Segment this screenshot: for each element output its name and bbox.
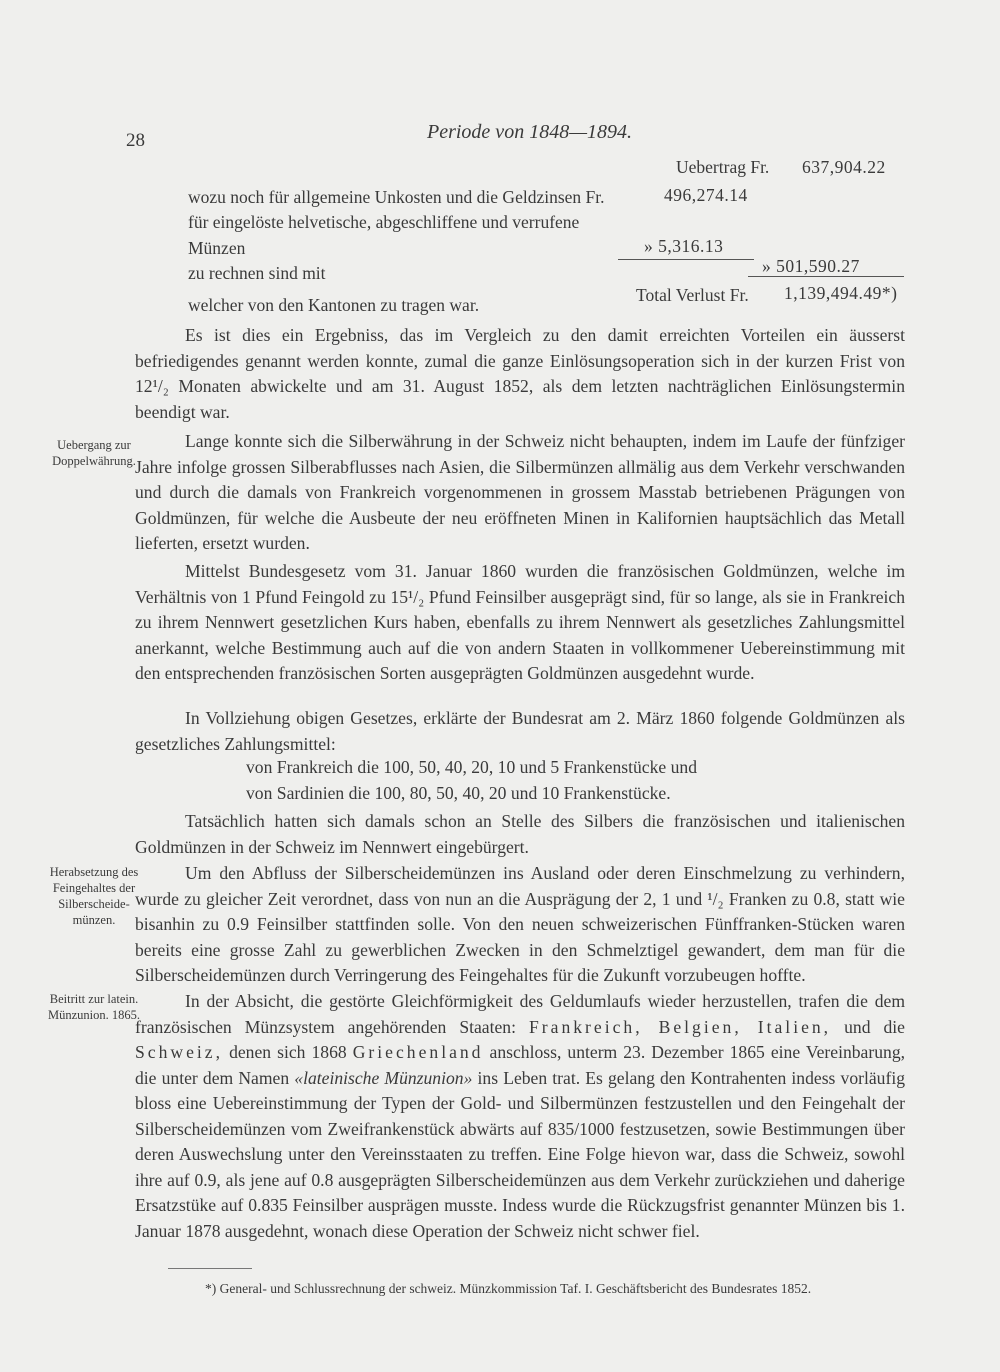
paragraph-vollziehung: In Vollziehung obigen Gesetzes, erklärte der Bundesrat am 2. März 1860 folgende Goldmünzen als gesetzliches Zahlungsmittel: (135, 708, 905, 754)
page-number: 28 (126, 130, 145, 151)
muenzunion-text-d: anschloss, unterm 23. Dezember 1865 eine Vereinbarung, die unter dem Namen (135, 1042, 906, 1088)
states-list: Frankreich, Belgien, Italien, (529, 1016, 832, 1037)
paragraph-abfluss: Um den Abfluss der Silberscheidemünzen ins Ausland oder deren Einschmelzung zu verhindern, wurde zu gleicher Zeit verordnet, dass von nun an die Ausprägung der 2, 1 und ¹/₂ Franken zu 0.8, statt wie bisanhin zu 0.9 Feinsilber stattfinden solle. Von den neuen schweizerischen Fünffranken-Stücken waren bereits eine grosse Zahl zu gewerblichen Zwecken in den Schmelztigel gewandert, dem man für die Silberscheidemünzen durch Verringerung des Feingehaltes für die Zukunft vorzubeugen hoffte. (135, 863, 905, 985)
list-frankreich: von Frankreich die 100, 50, 40, 20, 10 und 5 Frankenstücke und (246, 757, 698, 777)
paragraph-muenzunion (135, 989, 905, 1244)
unkosten-line: wozu noch für allgemeine Unkosten und die Geldzinsen Fr. (188, 187, 605, 207)
uebertrag-label: Uebertrag Fr. (676, 157, 770, 177)
muenzen-line: Münzen (188, 238, 246, 258)
total-rule (748, 276, 904, 277)
eingeloeste-line: für eingelöste helvetische, abgeschliffene und verrufene (188, 212, 580, 232)
footnote: *) General- und Schlussrechnung der schweiz. Münzkommission Taf. I. Geschäftsbericht des Bundesrates 1852. (205, 1281, 812, 1296)
kantonen-line: welcher von den Kantonen zu tragen war. (188, 295, 480, 315)
uebertrag-value: 637,904.22 (802, 157, 886, 177)
running-title: Periode von 1848—1894. (427, 121, 632, 143)
muenzunion-text-c: denen sich 1868 (229, 1042, 347, 1062)
muenzunion-text-a: In der Absicht, die gestörte Gleichförmigkeit des Geldumlaufs wieder herzustellen, trafen die dem französischen Münzsystem angehörenden Staaten: (135, 991, 905, 1037)
zu-rechnen-value: » 501,590.27 (762, 256, 860, 276)
muenzen-value: » 5,316.13 (644, 236, 724, 256)
state-griechenland: Griechenland (352, 1042, 484, 1062)
total-verlust-label: Total Verlust Fr. (636, 285, 749, 305)
paragraph-ergebniss: Es ist dies ein Ergebniss, das im Vergleich zu den damit erreichten Vorteilen ein äusserst befriedigendes genannt werden konnte, zumal die ganze Einlösungsoperation sich in der kurzen Frist von 12¹/₂ Monaten abwickelte und am 31. August 1852, als dem letzten nachträglichen Einlösungstermin beendigt war. (135, 325, 905, 422)
state-schweiz: Schweiz, (135, 1042, 224, 1062)
paragraph-tatsaechlich: Tatsächlich hatten sich damals schon an Stelle des Silbers die französischen und italienischen Goldmünzen in der Schweiz im Nennwert eingebürgert. (135, 811, 905, 857)
zu-rechnen-line: zu rechnen sind mit (188, 263, 326, 283)
muenzunion-text-b: und die (844, 1016, 905, 1037)
margin-note-doppelwaehrung: Uebergang zur Doppelwährung. (52, 438, 136, 468)
subtotal-rule (618, 259, 754, 260)
list-sardinien: von Sardinien die 100, 80, 50, 40, 20 und 10 Frankenstücke. (246, 783, 671, 803)
union-name: «lateinische Münzunion» (294, 1067, 473, 1088)
muenzunion-text-e: ins Leben trat. Es gelang den Kontrahenten indess vorläufig bloss eine Uebereinstimmung der Typen der Gold- und Silbermünzen festzustellen und den Feingehalt der Silberscheidemünzen vom Zweifrankenstück abwärts auf 835/1000 festzusetzen, sowie Bestimmungen über deren Auswechslung unter den Vereinsstaaten zu treffen. Eine Folge hievon war, dass die Schweiz, sowohl ihre auf 0.9, als jene auf 0.8 ausgeprägten Silberscheidemünzen aus dem Verkehr zurückziehen und daherige Ersatzstüke auf 0.835 Feinsilber ausprägen musste. Indess wurde die Rückzugsfrist genannter Münzen bis 1. Januar 1878 ausgedehnt, wonach diese Operation der Schweiz nicht schwer fiel. (135, 1067, 906, 1241)
total-verlust-value: 1,139,494.49*) (784, 283, 898, 303)
paragraph-bundesgesetz: Mittelst Bundesgesetz vom 31. Januar 1860 wurden die französischen Goldmünzen, welche im Verhältnis von 1 Pfund Feingold zu 15¹/₂ Pfund Feinsilber ausgeprägt sind, für so lange, als sie in Frankreich zu ihrem Nennwert gesetzlichen Kurs haben, ebenfalls zu ihrem Nennwert als gesetzliches Zahlungsmittel anerkannt, welche Bestimmung auch auf die von andern Staaten in vollkommener Uebereinstimmung mit den entsprechenden französischen Sorten ausgeprägten Goldmünzen ausgedehnt wurde. (135, 561, 905, 683)
margin-note-feingehalt: Herabsetzung des Feingehaltes der Silberscheidemünzen. (49, 865, 139, 927)
margin-note-muenzunion: Beitritt zur latein. Münzunion. 1865. (47, 992, 140, 1022)
unkosten-value: 496,274.14 (664, 185, 748, 205)
paragraph-silberwaehrung: Lange konnte sich die Silberwährung in der Schweiz nicht behaupten, indem im Laufe der fünfziger Jahre infolge grossen Silberabflusses nach Asien, die Silbermünzen allmälig aus dem Verkehr verschwanden und durch die damals von Frankreich vorgenommenen in grossem Masstab betriebenen Prägungen von Goldmünzen, für welche die Ausbeute der neu eröffneten Minen in Kalifornien hauptsächlich das Metall lieferten, ersetzt wurden. (135, 431, 905, 553)
footnote-rule (168, 1268, 252, 1269)
